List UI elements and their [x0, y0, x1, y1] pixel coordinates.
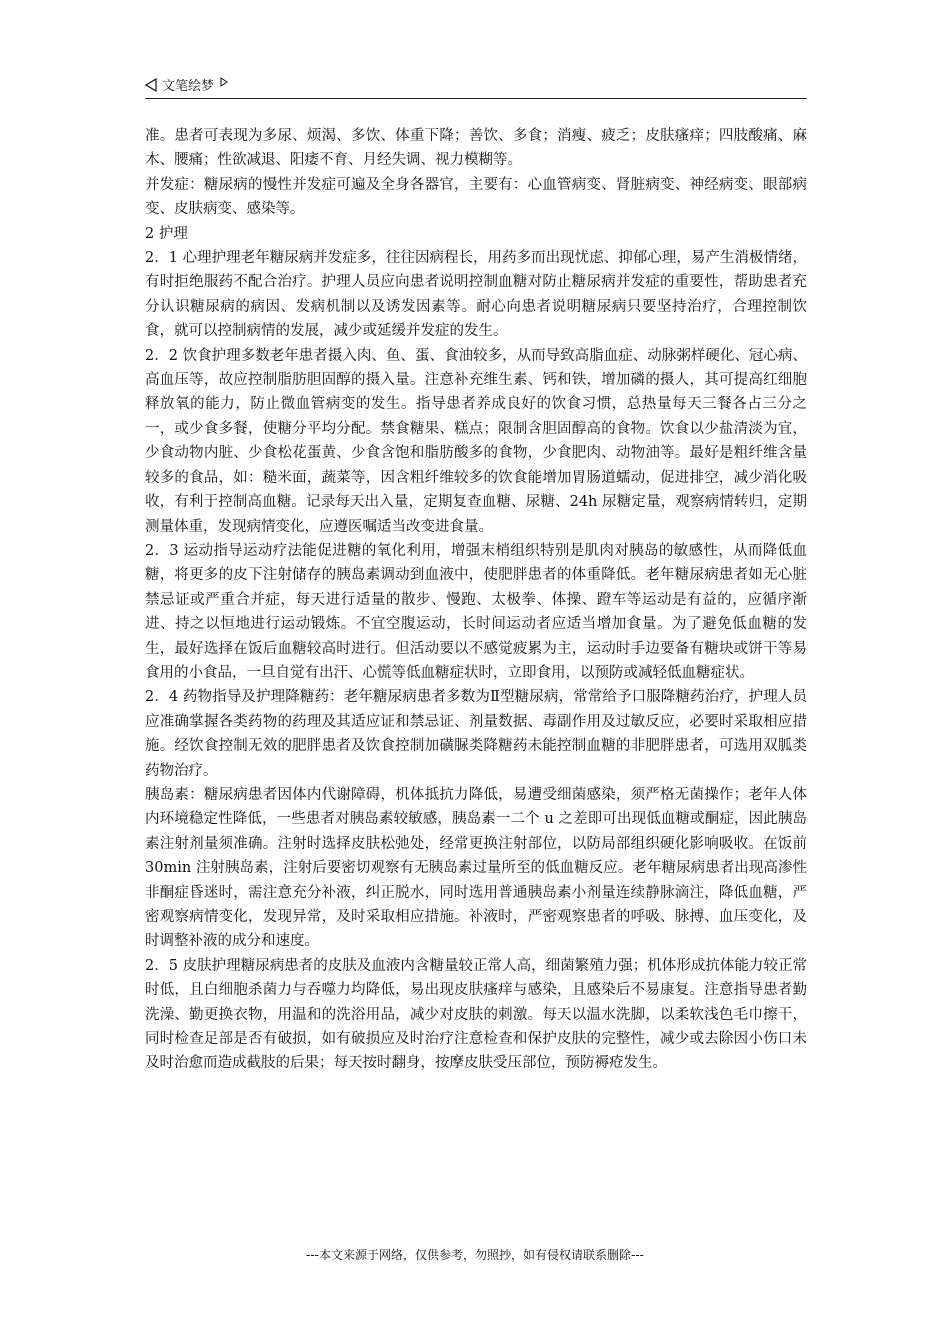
- paragraph-insulin: 胰岛素：糖尿病患者因体内代谢障碍，机体抵抗力降低，易遭受细菌感染，须严格无菌操作；老年人体内环境稳定性降低，一些患者对胰岛素较敏感，胰岛素一二个 u 之差即可出现低血糖或酮症，因此胰岛素注射剂量须准确。注射时选择皮肤松弛处，经常更换注射部位，以防局部组织硬化影响吸收。在饭前 30min 注射胰岛素，注射后要密切观察有无胰岛素过量所至的低血糖反应。老年糖尿病患者出现高渗性非酮症昏迷时，需注意充分补液，纠正脱水，同时选用普通胰岛素小剂量连续静脉滴注，降低血糖，严密观察病情变化，发现异常，及时采取相应措施。补液时，严密观察患者的呼吸、脉搏、血压变化，及时调整补液的成分和速度。: [145, 786, 807, 950]
- paragraph-diet-care: 2．2 饮食护理多数老年患者摄入肉、鱼、蛋、食油较多，从而导致高脂血症、动脉粥样硬化、冠心病、高血压等，故应控制脂肪胆固醇的摄入量。注意补充维生素、钙和铁，增加磷的摄人，其可提高红细胞释放氧的能力，防止微血管病变的发生。指导患者养成良好的饮食习惯，总热量每天三餐各占三分之一，或少食多餐，使糖分平均分配。禁食糖果、糕点；限制含胆固醇高的食物。饮食以少盐清淡为宜，少食动物内脏、少食松花蛋黄、少食含饱和脂肪酸多的食物，少食肥肉、动物油等。最好是粗纤维含量较多的食品，如：糙米面，蔬菜等，因含粗纤维较多的饮食能增加胃肠道蠕动，促进排空，减少消化吸收，有利于控制高血糖。记录每天出入量，定期复查血糖、尿糖、24h 尿糖定量，观察病情转归，定期测量体重，发现病情变化，应遵医嘱适当改变进食量。: [145, 347, 807, 535]
- page-footer: ---本文来源于网络，仅供参考，勿照抄，如有侵权请联系删除---: [306, 1248, 644, 1262]
- document-body: [145, 124, 807, 1076]
- paragraph-psychological-care: 2．1 心理护理老年糖尿病并发症多，往往因病程长，用药多而出现忧虑、抑郁心理，易产生消极情绪，有时拒绝服药不配合治疗。护理人员应向患者说明控制血糖对防止糖尿病并发症的重要性，帮助患者充分认识糖尿病的病因、发病机制以及诱发因素等。耐心向患者说明糖尿病只要坚持治疗，合理控制饮食，就可以控制病情的发展，减少或延缓并发症的发生。: [145, 250, 807, 340]
- section-heading-nursing: 2 护理: [145, 225, 188, 242]
- paragraph-skin-care: 2．5 皮肤护理糖尿病患者的皮肤及血液内含糖量较正常人高，细菌繁殖力强；机体形成抗体能力较正常时低，且白细胞杀菌力与吞噬力均降低，易出现皮肤瘙痒与感染，且感染后不易康复。注意指导患者勤洗澡、勤更换衣物，用温和的洗浴用品，减少对皮肤的刺激。每天以温水洗脚，以柔软浅色毛巾擦干，同时检查足部是否有破损，如有破损应及时治疗注意检查和保护皮肤的完整性，减少或去除因小伤口未及时治愈而造成截肢的后果；每天按时翻身，按摩皮肤受压部位，预防褥疮发生。: [145, 957, 807, 1072]
- header-brand: [145, 75, 228, 94]
- paragraph-symptoms: 准。患者可表现为多尿、烦渴、多饮、体重下降；善饮、多食；消瘦、疲乏；皮肤瘙痒；四肢酸痛、麻木、腰痛；性欲减退、阳痿不育、月经失调、视力模糊等。: [145, 128, 807, 169]
- paragraph-complications: 并发症：糖尿病的慢性并发症可遍及全身各器官，主要有：心血管病变、肾脏病变、神经病变、眼部病变、皮肤病变、感染等。: [145, 176, 807, 218]
- page-header: [145, 74, 807, 99]
- triangle-left-icon: [145, 78, 157, 92]
- triangle-right-icon: [220, 77, 228, 87]
- paragraph-exercise-guidance: 2．3 运动指导运动疗法能促进糖的氧化利用，增强末梢组织特别是肌肉对胰岛的敏感性，从而降低血糖，将更多的皮下注射储存的胰岛素调动到血液中，使肥胖患者的体重降低。老年糖尿病患者如无心脏禁忌证或严重合并症，每天进行适量的散步、慢跑、太极拳、体操、蹬车等运动是有益的，应循序渐进、持之以恒地进行运动锻炼。不宜空腹运动，长时间运动者应适当增加食量。为了避免低血糖的发生，最好选择在饭后血糖较高时进行。但活动要以不感觉疲累为主，运动时手边要备有糖块或饼干等易食用的小食品，一旦自觉有出汗、心慌等低血糖症状时，立即食用，以预防或减轻低血糖症状。: [145, 542, 807, 681]
- header-title: 文笔绘梦: [162, 79, 215, 94]
- paragraph-medication-guidance: 2．4 药物指导及护理降糖药：老年糖尿病患者多数为Ⅱ型糖尿病，常常给予口服降糖药治疗，护理人员应准确掌握各类药物的药理及其适应证和禁忌证、剂量数据、毒副作用及过敏反应，必要时采取相应措施。经饮食控制无效的肥胖患者及饮食控制加磺脲类降糖药未能控制血糖的非肥胖患者，可选用双胍类药物治疗。: [145, 689, 807, 779]
